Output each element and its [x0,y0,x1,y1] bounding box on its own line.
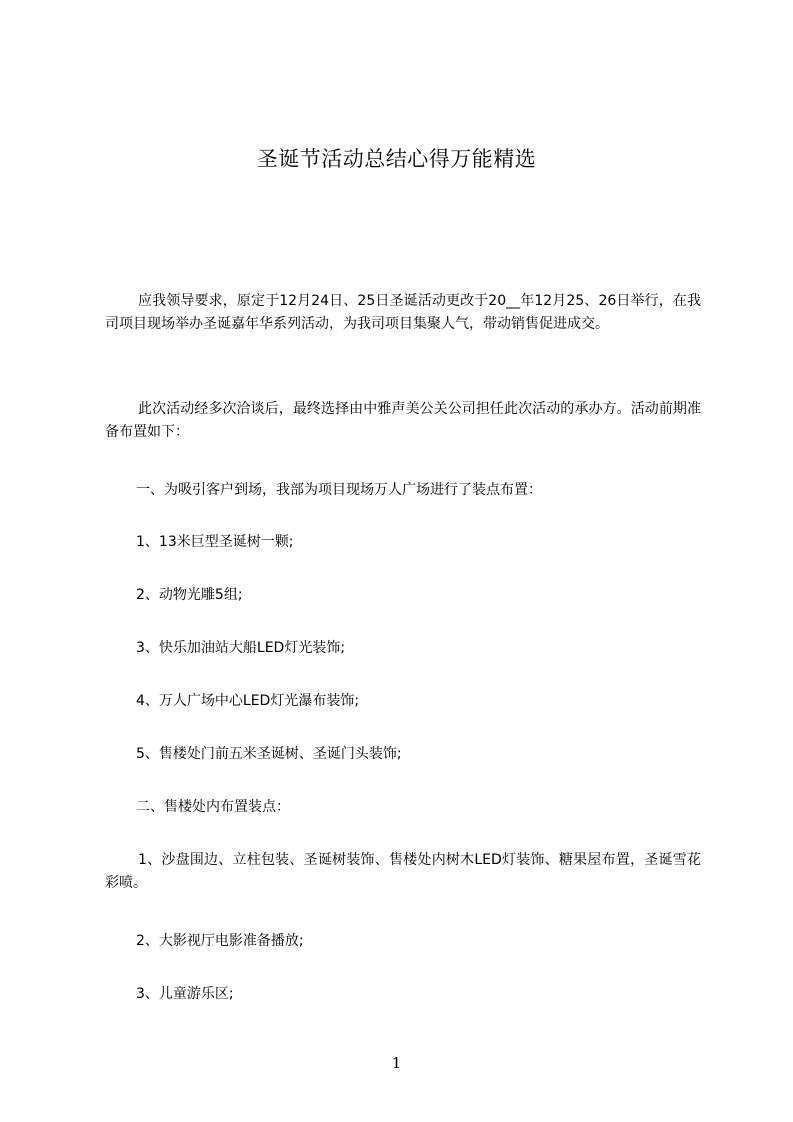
section-two-item-3: 3、儿童游乐区; [136,986,234,1002]
paragraph-organizer: 此次活动经多次洽谈后，最终选择由中雅声美公关公司担任此次活动的承办方。活动前期准备布置如下： [105,401,701,440]
document-title: 圣诞节活动总结心得万能精选 [256,147,537,171]
section-two-heading: 二、售楼处内布置装点： [136,799,290,815]
section-one-heading: 一、为吸引客户到场，我部为项目现场万人广场进行了装点布置： [136,482,542,498]
page-number: 1 [391,1054,402,1072]
section-one-item-3: 3、快乐加油站大船LED灯光装饰; [136,640,346,656]
section-two-item-1: 1、沙盘围边、立柱包装、圣诞树装饰、售楼处内树木LED灯装饰、糖果屋布置，圣诞雪花彩喷。 [105,852,701,891]
section-one-item-4: 4、万人广场中心LED灯光瀑布装饰; [136,693,360,709]
section-one-item-5: 5、售楼处门前五米圣诞树、圣诞门头装饰; [136,746,402,762]
paragraph-intro: 应我领导要求，原定于12月24日、25日圣诞活动更改于20__年12月25、26日举行，在我司项目现场举办圣诞嘉年华系列活动，为我司项目集聚人气，带动销售促进成交。 [105,293,701,332]
section-one-item-2: 2、动物光雕5组; [136,587,243,603]
section-one-item-1: 1、13米巨型圣诞树一颗; [136,534,294,550]
section-two-item-2: 2、大影视厅电影准备播放; [136,933,304,949]
